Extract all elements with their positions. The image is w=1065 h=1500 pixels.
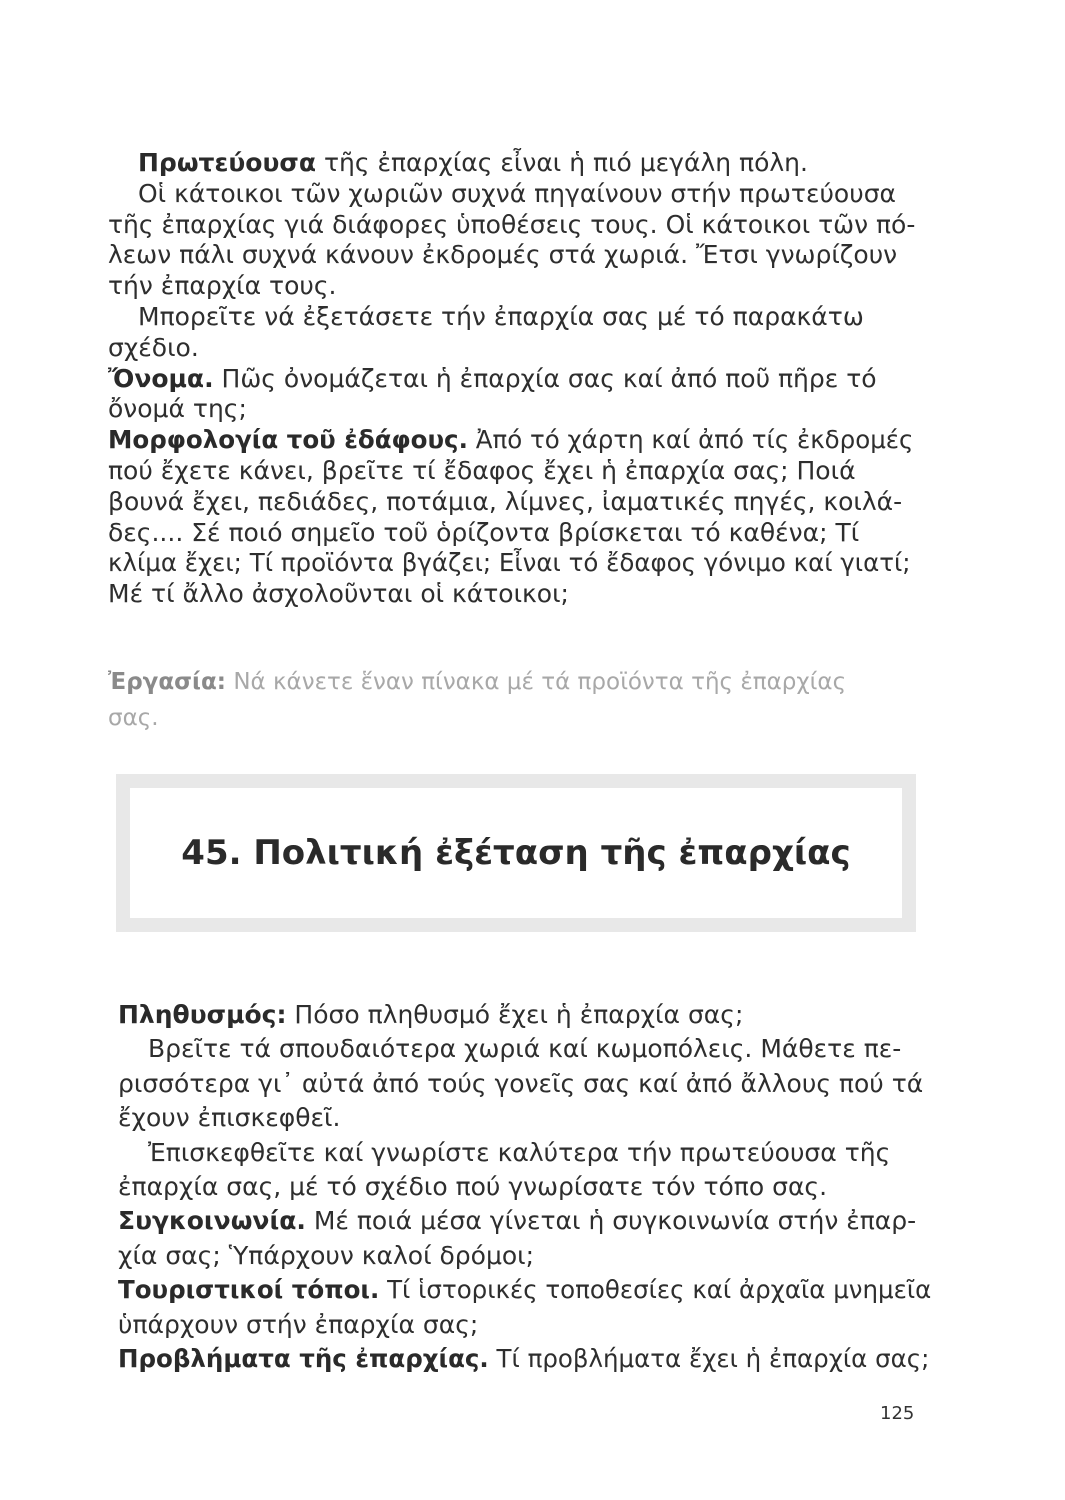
- page-number: 125: [880, 1403, 915, 1424]
- morphology-line: δες.... Σέ ποιό σημεῖο τοῦ ὁρίζοντα βρίσκεται τό καθένα; Τί: [108, 517, 860, 547]
- task-line: σας.: [108, 705, 159, 731]
- population-paragraph: [118, 998, 938, 1032]
- villages-line: ἔχουν ἐπισκεφθεῖ.: [118, 1103, 341, 1133]
- tourist-paragraph: [118, 1273, 938, 1307]
- morphology-line: βουνά ἔχει, πεδιάδες, ποτάμια, λίμνες, ἰαματικές πηγές, κοιλά-: [108, 486, 903, 516]
- name-paragraph: [108, 364, 923, 395]
- tourist-line: ὑπάρχουν στήν ἐπαρχία σας;: [118, 1309, 479, 1339]
- task-label: Ἐργασία:: [108, 669, 227, 695]
- capital-paragraph: [108, 148, 923, 179]
- transport-line: χία σας; Ὑπάρχουν καλοί δρόμοι;: [118, 1240, 535, 1270]
- residents-line: λεων πάλι συχνά κάνουν ἐκδρομές στά χωριά. Ἔτσι γνωρίζουν: [108, 240, 898, 270]
- transport-heading: Συγκοινωνία.: [118, 1206, 306, 1236]
- residents-line: Οἱ κάτοικοι τῶν χωριῶν συχνά πηγαίνουν στήν πρωτεύουσα: [138, 178, 897, 208]
- problems-paragraph: [118, 1342, 938, 1376]
- morphology-heading: Μορφολογία τοῦ ἐδάφους.: [108, 425, 468, 455]
- name-text: Πῶς ὀνομάζεται ἡ ἐπαρχία σας καί ἀπό ποῦ πῆρε τό: [213, 363, 877, 393]
- top-section: [108, 148, 923, 610]
- capital-heading: Πρωτεύουσα: [138, 148, 317, 177]
- plan-line: Μπορεῖτε νά ἐξετάσετε τήν ἐπαρχία σας μέ τό παρακάτω: [138, 301, 864, 331]
- task-note: [108, 664, 923, 736]
- morphology-line: κλίμα ἔχει; Τί προϊόντα βγάζει; Εἶναι τό ἔδαφος γόνιμο καί γιατί;: [108, 548, 911, 578]
- name-line: ὄνομά της;: [108, 394, 247, 424]
- villages-line: ρισσότερα γι᾽ αὐτά ἀπό τούς γονεῖς σας καί ἀπό ἄλλους πού τά: [118, 1068, 924, 1098]
- residents-line: τῆς ἐπαρχίας γιά διάφορες ὑποθέσεις τους. Οἱ κάτοικοι τῶν πό-: [108, 209, 916, 239]
- population-heading: Πληθυσμός:: [118, 1000, 287, 1029]
- transport-text: Μέ ποιά μέσα γίνεται ἡ συγκοινωνία στήν ἐπαρ-: [305, 1206, 917, 1236]
- morphology-line: Μέ τί ἄλλο ἀσχολοῦνται οἱ κάτοικοι;: [108, 579, 569, 609]
- residents-line: τήν ἐπαρχία τους.: [108, 271, 337, 301]
- morphology-line: πού ἔχετε κάνει, βρεῖτε τί ἔδαφος ἔχει ἡ ἐπαρχία σας; Ποιά: [108, 455, 856, 485]
- plan-line: σχέδιο.: [108, 332, 199, 362]
- tourist-heading: Τουριστικοί τόποι.: [118, 1275, 380, 1305]
- morphology-text: Ἀπό τό χάρτη καί ἀπό τίς ἐκδρομές: [467, 425, 914, 455]
- transport-paragraph: [118, 1204, 938, 1238]
- tourist-text: Τί ἱστορικές τοποθεσίες καί ἀρχαῖα μνημεῖα: [379, 1275, 932, 1305]
- chapter-title: 45. Πολιτική ἐξέταση τῆς ἐπαρχίας: [181, 833, 851, 873]
- visit-line: Ἐπισκεφθεῖτε καί γνωρίστε καλύτερα τήν πρωτεύουσα τῆς: [148, 1137, 891, 1167]
- task-text: Νά κάνετε ἕναν πίνακα μέ τά προϊόντα τῆς ἐπαρχίας: [226, 669, 847, 695]
- problems-heading: Προβλήματα τῆς ἐπαρχίας.: [118, 1343, 489, 1373]
- problems-text: Τί προβλήματα ἔχει ἡ ἐπαρχία σας;: [488, 1343, 930, 1373]
- name-heading: Ὄνομα.: [108, 363, 214, 393]
- villages-line: Βρεῖτε τά σπουδαιότερα χωριά καί κωμοπόλεις. Μάθετε πε-: [148, 1034, 902, 1064]
- capital-text: τῆς ἐπαρχίας εἶναι ἡ πιό μεγάλη πόλη.: [316, 148, 808, 177]
- visit-line: ἐπαρχία σας, μέ τό σχέδιο πού γνωρίσατε τόν τόπο σας.: [118, 1171, 828, 1201]
- morphology-paragraph: [108, 425, 923, 456]
- population-text: Πόσο πληθυσμό ἔχει ἡ ἐπαρχία σας;: [286, 1000, 744, 1029]
- bottom-section: [118, 998, 938, 1376]
- chapter-title-box: [116, 774, 916, 932]
